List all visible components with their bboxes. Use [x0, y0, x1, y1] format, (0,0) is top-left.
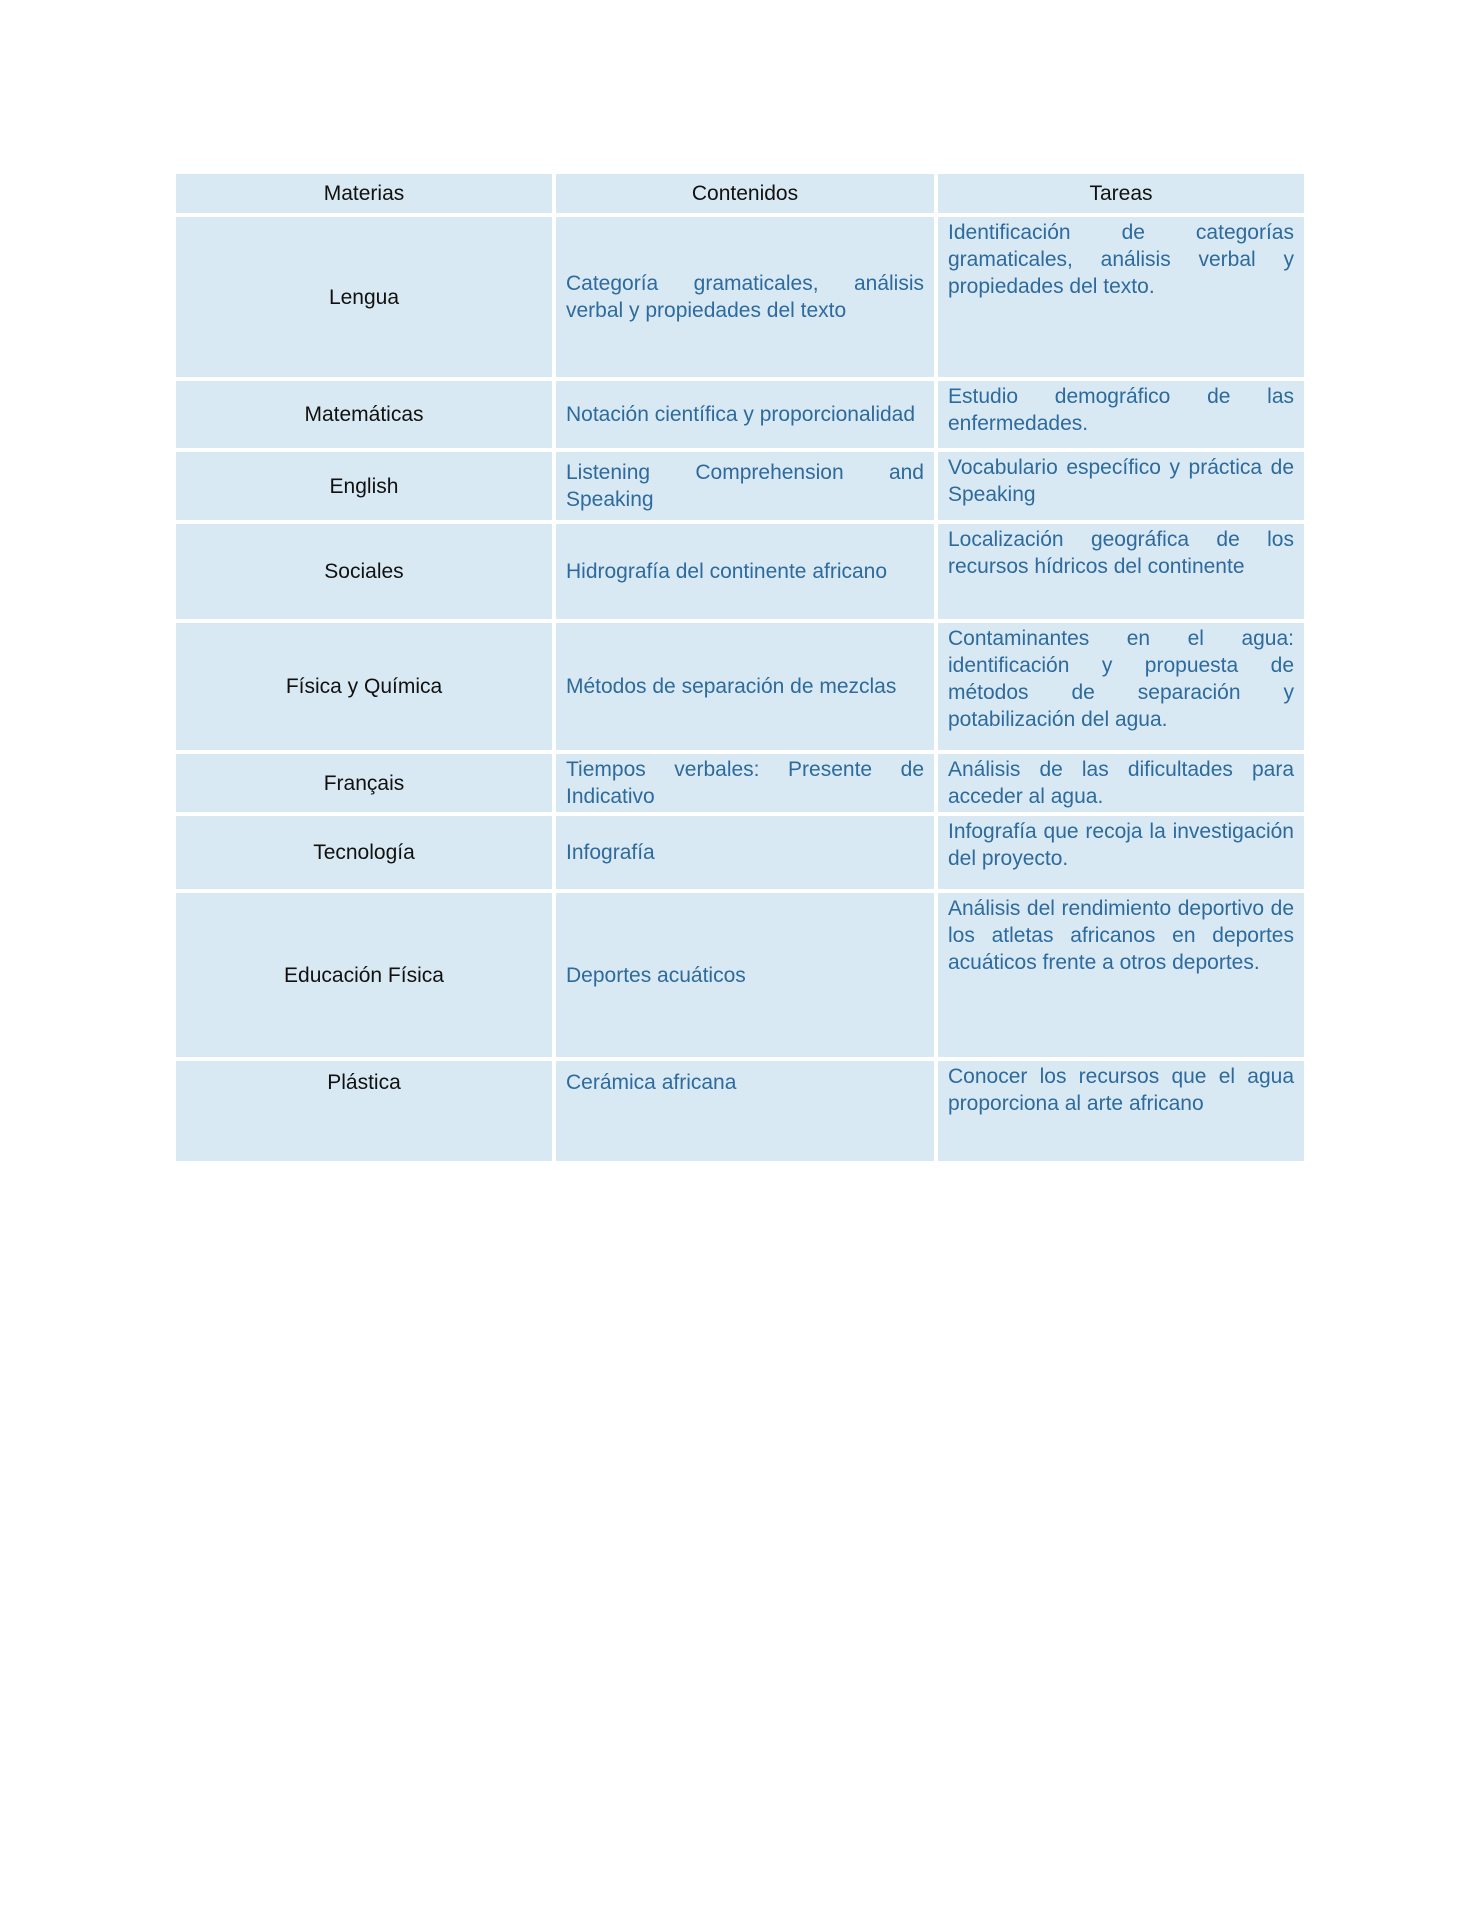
cell-contenido: Tiempos verbales: Presente de Indicativo — [556, 754, 934, 812]
table-row-sociales — [176, 524, 1304, 619]
cell-contenido: Cerámica africana — [556, 1061, 934, 1161]
schedule-table — [172, 170, 1308, 1165]
cell-contenido: Notación científica y proporcionalidad — [556, 381, 934, 448]
table-header-row — [176, 174, 1304, 213]
header-materias: Materias — [176, 174, 552, 213]
table-row-fisica-quimica — [176, 623, 1304, 750]
table-row-matematicas — [176, 381, 1304, 448]
table-row-lengua — [176, 217, 1304, 377]
cell-contenido: Hidrografía del continente africano — [556, 524, 934, 619]
cell-materia: English — [176, 452, 552, 520]
cell-tarea: Análisis de las dificultades para acceder al agua. — [938, 754, 1304, 812]
cell-materia: Tecnología — [176, 816, 552, 889]
cell-materia: Educación Física — [176, 893, 552, 1057]
cell-materia: Plástica — [176, 1061, 552, 1161]
cell-tarea: Identificación de categorías gramaticales, análisis verbal y propiedades del texto. — [938, 217, 1304, 377]
cell-materia: Sociales — [176, 524, 552, 619]
table-row-tecnologia — [176, 816, 1304, 889]
cell-tarea: Análisis del rendimiento deportivo de los atletas africanos en deportes acuáticos frente a otros deportes. — [938, 893, 1304, 1057]
cell-tarea: Vocabulario específico y práctica de Speaking — [938, 452, 1304, 520]
cell-tarea: Conocer los recursos que el agua proporciona al arte africano — [938, 1061, 1304, 1161]
cell-materia: Français — [176, 754, 552, 812]
header-contenidos: Contenidos — [556, 174, 934, 213]
cell-contenido: Listening Comprehension and Speaking — [556, 452, 934, 520]
cell-contenido: Deportes acuáticos — [556, 893, 934, 1057]
cell-contenido: Categoría gramaticales, análisis verbal y propiedades del texto — [556, 217, 934, 377]
cell-tarea: Infografía que recoja la investigación del proyecto. — [938, 816, 1304, 889]
header-tareas: Tareas — [938, 174, 1304, 213]
table-row-educacion-fisica — [176, 893, 1304, 1057]
cell-contenido: Métodos de separación de mezclas — [556, 623, 934, 750]
table-row-english — [176, 452, 1304, 520]
cell-materia: Física y Química — [176, 623, 552, 750]
cell-materia: Lengua — [176, 217, 552, 377]
cell-tarea: Estudio demográfico de las enfermedades. — [938, 381, 1304, 448]
cell-tarea: Localización geográfica de los recursos hídricos del continente — [938, 524, 1304, 619]
cell-tarea: Contaminantes en el agua: identificación y propuesta de métodos de separación y potabilización del agua. — [938, 623, 1304, 750]
cell-contenido: Infografía — [556, 816, 934, 889]
cell-materia: Matemáticas — [176, 381, 552, 448]
table-row-francais — [176, 754, 1304, 812]
table-row-plastica — [176, 1061, 1304, 1161]
